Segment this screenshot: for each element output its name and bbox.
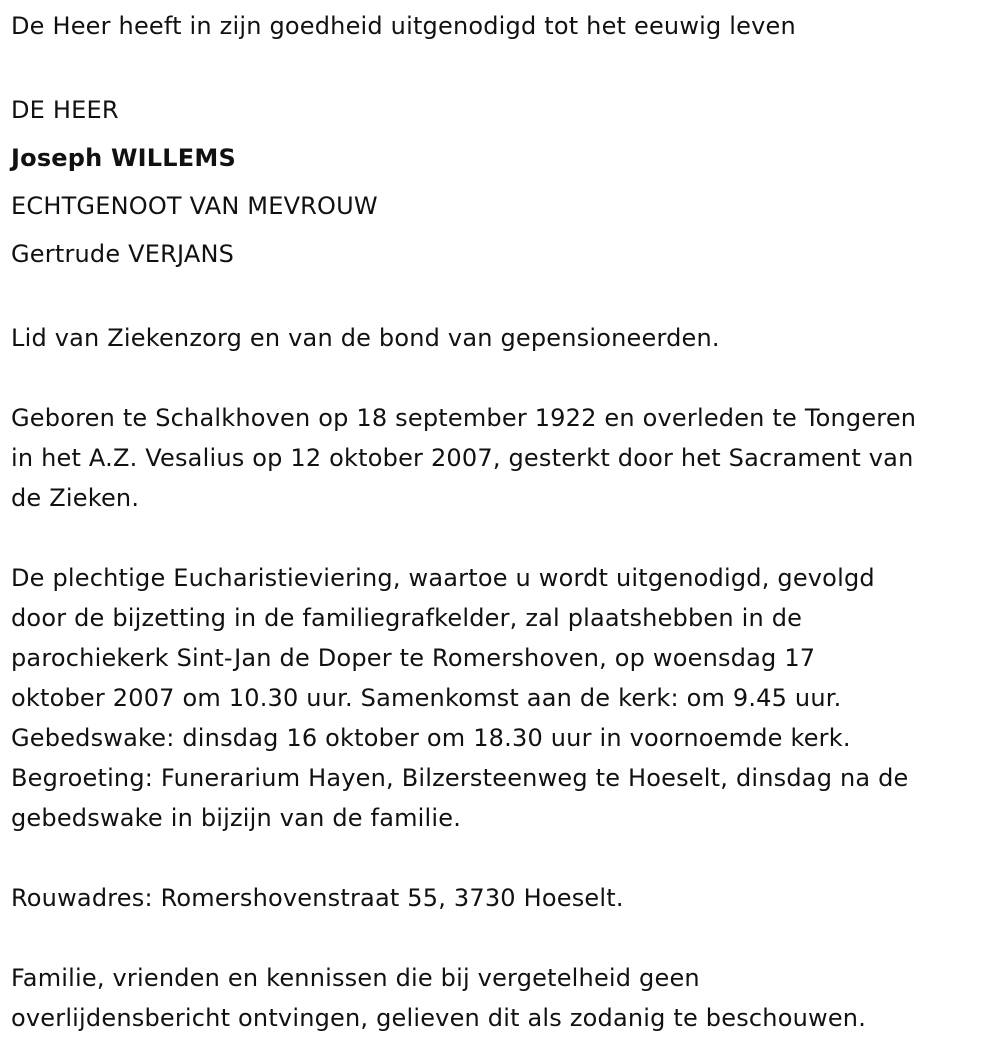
paragraph-line: oktober 2007 om 10.30 uur. Samenkomst aan de kerk: om 9.45 uur. [11, 684, 842, 712]
death-notice [11, 0, 993, 1038]
paragraph-line: Geboren te Schalkhoven op 18 september 1922 en overleden te Tongeren [11, 404, 917, 432]
closing-paragraph [11, 958, 993, 1038]
paragraph-line: Begroeting: Funerarium Hayen, Bilzersteenweg te Hoeselt, dinsdag na de [11, 764, 909, 792]
spouse-name: Gertrude VERJANS [11, 240, 235, 268]
paragraph-line: parochiekerk Sint-Jan de Doper te Romershoven, op woensdag 17 [11, 644, 816, 672]
deceased-heading [11, 86, 993, 278]
paragraph-line: gebedswake in bijzijn van de familie. [11, 804, 462, 832]
membership-line: Lid van Ziekenzorg en van de bond van gepensioneerden. [11, 324, 720, 352]
paragraph-line: De plechtige Eucharistieviering, waartoe u wordt uitgenodigd, gevolgd [11, 564, 875, 592]
ceremony-paragraph [11, 558, 993, 838]
paragraph-line: Familie, vrienden en kennissen die bij vergetelheid geen [11, 964, 700, 992]
title-line: DE HEER [11, 96, 119, 124]
paragraph-line: overlijdensbericht ontvingen, gelieven dit als zodanig te beschouwen. [11, 1004, 867, 1032]
paragraph-line: door de bijzetting in de familiegrafkelder, zal plaatshebben in de [11, 604, 803, 632]
address-line: Rouwadres: Romershovenstraat 55, 3730 Hoeselt. [11, 884, 624, 912]
intro-line: De Heer heeft in zijn goedheid uitgenodigd tot het eeuwig leven [11, 12, 796, 40]
spouse-label: ECHTGENOOT VAN MEVROUW [11, 192, 378, 220]
deceased-name: Joseph WILLEMS [11, 144, 236, 172]
paragraph-line: Gebedswake: dinsdag 16 oktober om 18.30 uur in voornoemde kerk. [11, 724, 851, 752]
paragraph-line: in het A.Z. Vesalius op 12 oktober 2007, gesterkt door het Sacrament van [11, 444, 914, 472]
paragraph-line: de Zieken. [11, 484, 140, 512]
birth-death-paragraph [11, 398, 993, 518]
